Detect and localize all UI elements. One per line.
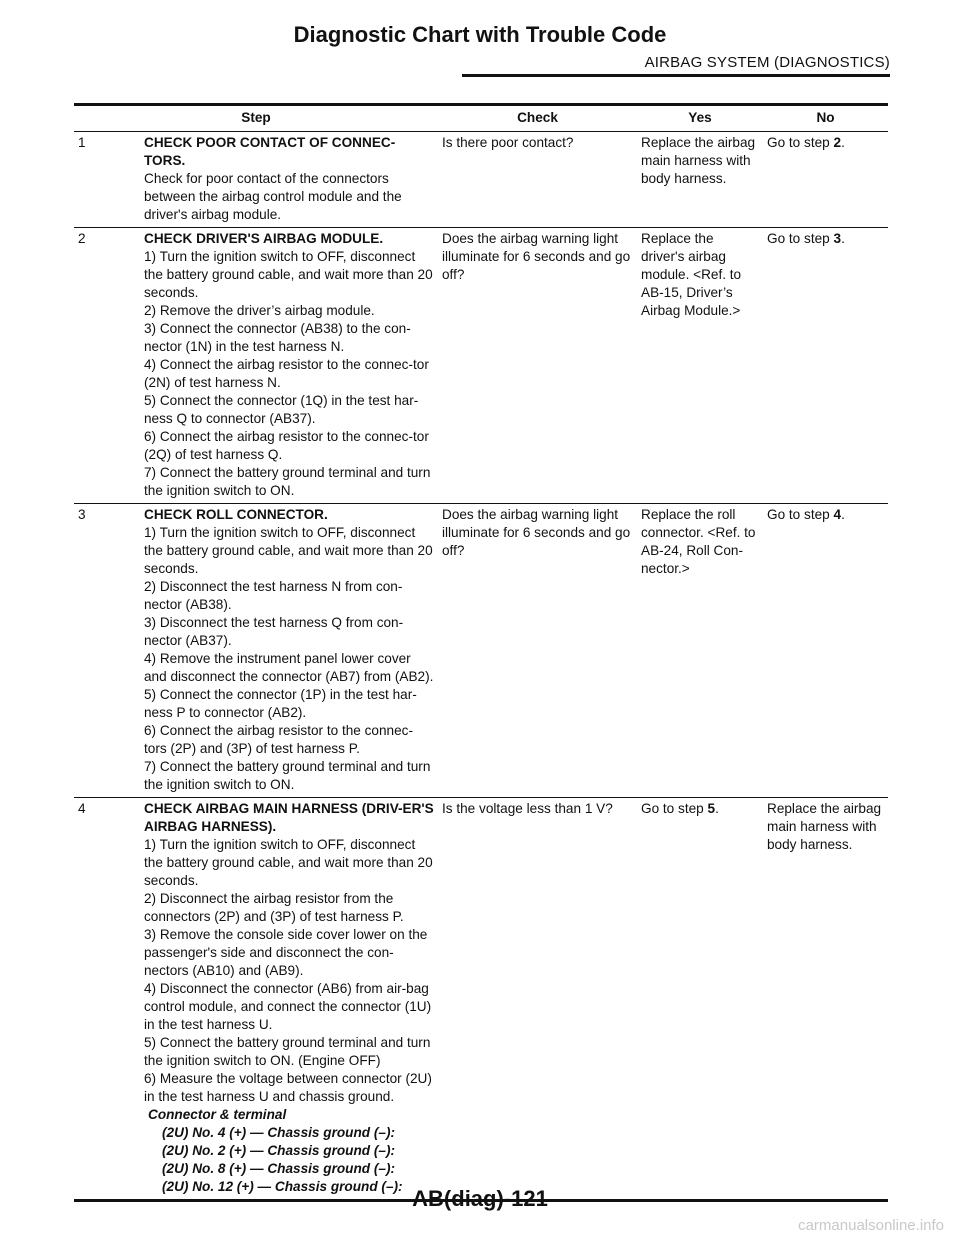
instruction-line: 5) Connect the battery ground terminal and turn the ignition switch to ON. (Engine OFF) [144, 1035, 431, 1068]
instruction-line: 4) Remove the instrument panel lower cover and disconnect the connector (AB7) from (AB2). [144, 651, 434, 684]
instruction-line: 7) Connect the battery ground terminal and turn the ignition switch to ON. [144, 759, 431, 792]
instruction-line: 4) Disconnect the connector (AB6) from air-bag control module, and connect the connector (1U) in the test harness U. [144, 981, 432, 1032]
no-cell: Replace the airbag main harness with body harness. [767, 801, 882, 852]
instruction-line: 2) Disconnect the test harness N from con-nector (AB38). [144, 579, 403, 612]
page-title: Diagnostic Chart with Trouble Code [293, 22, 667, 47]
step-ref-link[interactable]: 3 [833, 231, 842, 246]
step-number: 2 [78, 231, 86, 246]
connector-terminal-line: (2U) No. 12 (+) — Chassis ground (–): [162, 1179, 403, 1194]
go-to-text: Go to step [767, 135, 830, 150]
instruction-line: 5) Connect the connector (1P) in the test har-ness P to connector (AB2). [144, 687, 417, 720]
column-header-step: Step [241, 110, 271, 125]
table-row [74, 132, 888, 228]
diagnostic-table [74, 103, 888, 1202]
instruction-line: 4) Connect the airbag resistor to the connec-tor (2N) of test harness N. [144, 357, 429, 390]
instruction-line: 3) Remove the console side cover lower on the passenger's side and disconnect the con-nectors (AB10) and (AB9). [144, 927, 428, 978]
instruction-line: 3) Connect the connector (AB38) to the con-nector (1N) in the test harness N. [144, 321, 411, 354]
instruction-line: 1) Turn the ignition switch to OFF, disconnect the battery ground cable, and wait more than 20 seconds. [144, 525, 433, 576]
instruction-line: 3) Disconnect the test harness Q from con-nector (AB37). [144, 615, 404, 648]
connector-terminal-line: (2U) No. 2 (+) — Chassis ground (–): [162, 1143, 395, 1158]
no-cell [763, 132, 888, 228]
column-header-yes: Yes [688, 110, 712, 125]
check-cell: Is the voltage less than 1 V? [442, 801, 613, 816]
column-header-no: No [816, 110, 835, 125]
instruction-line: 6) Measure the voltage between connector (2U) in the test harness U and chassis ground. [144, 1071, 432, 1104]
table-row [74, 504, 888, 798]
page-number: AB(diag)-121 [412, 1186, 548, 1211]
section-subtitle: AIRBAG SYSTEM (DIAGNOSTICS) [644, 54, 890, 71]
step-number: 1 [78, 135, 86, 150]
step-cell [74, 504, 438, 798]
step-ref-link[interactable]: 5 [707, 801, 716, 816]
punct: . [715, 801, 719, 816]
instruction-line: 6) Connect the airbag resistor to the connec-tor (2Q) of test harness Q. [144, 429, 429, 462]
table-row [74, 798, 888, 1201]
connector-terminal-heading: Connector & terminal [148, 1107, 287, 1122]
yes-cell: Replace the driver's airbag module. <Ref. to AB-15, Driver’s Airbag Module.> [641, 231, 742, 318]
instruction-line: 6) Connect the airbag resistor to the connec-tors (2P) and (3P) of test harness P. [144, 723, 414, 756]
check-cell: Does the airbag warning light illuminate for 6 seconds and go off? [442, 231, 631, 282]
step-title: CHECK AIRBAG MAIN HARNESS (DRIV-ER'S AIRBAG HARNESS). [144, 801, 434, 834]
instruction-line: 2) Remove the driver’s airbag module. [144, 303, 375, 318]
column-header-check: Check [517, 110, 558, 125]
step-ref-link[interactable]: 2 [833, 135, 842, 150]
step-cell [74, 228, 438, 504]
check-cell: Is there poor contact? [442, 135, 574, 150]
step-ref-link[interactable]: 4 [833, 507, 842, 522]
go-to-text: Go to step [641, 801, 704, 816]
yes-cell: Replace the airbag main harness with body harness. [641, 135, 756, 186]
table-header-row [74, 105, 888, 132]
watermark: carmanualsonline.info [798, 1217, 944, 1234]
instruction-line: 7) Connect the battery ground terminal and turn the ignition switch to ON. [144, 465, 431, 498]
check-cell: Does the airbag warning light illuminate for 6 seconds and go off? [442, 507, 631, 558]
step-cell [74, 798, 438, 1201]
instruction-line: 1) Turn the ignition switch to OFF, disconnect the battery ground cable, and wait more than 20 seconds. [144, 249, 433, 300]
step-title: CHECK POOR CONTACT OF CONNEC-TORS. [144, 135, 396, 168]
header-rule [462, 74, 890, 77]
punct: . [841, 135, 845, 150]
connector-terminal-line: (2U) No. 4 (+) — Chassis ground (–): [162, 1125, 395, 1140]
table-row [74, 228, 888, 504]
yes-cell: Replace the roll connector. <Ref. to AB-24, Roll Con-nector.> [641, 507, 756, 576]
step-cell [74, 132, 438, 228]
step-number: 3 [78, 507, 86, 522]
punct: . [841, 231, 845, 246]
go-to-text: Go to step [767, 231, 830, 246]
step-title: CHECK DRIVER'S AIRBAG MODULE. [144, 231, 384, 246]
instruction-line: 1) Turn the ignition switch to OFF, disconnect the battery ground cable, and wait more than 20 seconds. [144, 837, 433, 888]
instruction-line: 5) Connect the connector (1Q) in the test har-ness Q to connector (AB37). [144, 393, 419, 426]
connector-terminal-line: (2U) No. 8 (+) — Chassis ground (–): [162, 1161, 395, 1176]
step-description: Check for poor contact of the connectors between the airbag control module and the driver's airbag module. [144, 171, 402, 222]
no-cell [763, 504, 888, 798]
punct: . [841, 507, 845, 522]
step-number: 4 [78, 801, 86, 816]
yes-cell [637, 798, 763, 1201]
go-to-text: Go to step [767, 507, 830, 522]
step-title: CHECK ROLL CONNECTOR. [144, 507, 328, 522]
no-cell [763, 228, 888, 504]
instruction-line: 2) Disconnect the airbag resistor from the connectors (2P) and (3P) of test harness P. [144, 891, 404, 924]
